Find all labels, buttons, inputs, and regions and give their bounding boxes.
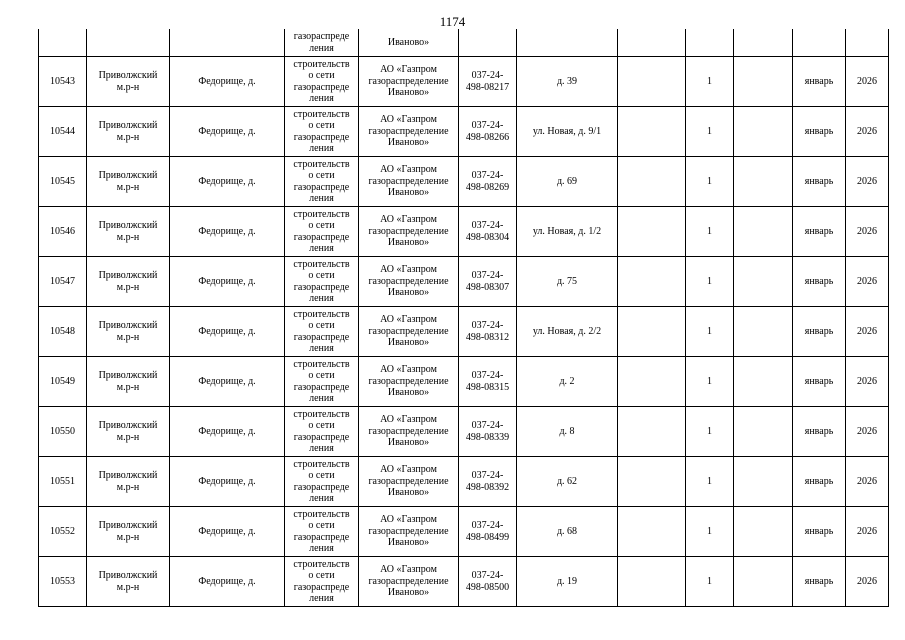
district-cell: Приволжский м.р-н — [87, 357, 170, 407]
row-id-cell: 10551 — [39, 457, 87, 507]
empty-cell — [618, 457, 686, 507]
district-cell: Приволжский м.р-н — [87, 107, 170, 157]
year-cell: 2026 — [846, 557, 889, 607]
empty-cell — [618, 507, 686, 557]
address-cell: д. 75 — [517, 257, 618, 307]
row-id-cell: 10550 — [39, 407, 87, 457]
year-cell: 2026 — [846, 407, 889, 457]
organization-cell: АО «Газпром газораспределение Иваново» — [359, 557, 459, 607]
year-cell: 2026 — [846, 507, 889, 557]
table-row — [39, 157, 889, 207]
address-cell: ул. Новая, д. 2/2 — [517, 307, 618, 357]
locality-cell: Федорище, д. — [170, 107, 285, 157]
empty-cell — [734, 357, 793, 407]
year-cell: 2026 — [846, 157, 889, 207]
table-row — [39, 307, 889, 357]
registry-table — [38, 29, 889, 607]
empty-cell — [734, 157, 793, 207]
quantity-cell: 1 — [686, 457, 734, 507]
address-cell: д. 19 — [517, 557, 618, 607]
table-row — [39, 207, 889, 257]
empty-cell — [618, 29, 686, 57]
code-cell: 037-24- 498-08499 — [459, 507, 517, 557]
district-cell: Приволжский м.р-н — [87, 207, 170, 257]
address-cell: д. 62 — [517, 457, 618, 507]
district-cell: Приволжский м.р-н — [87, 257, 170, 307]
row-id-cell: 10544 — [39, 107, 87, 157]
month-cell — [793, 29, 846, 57]
year-cell: 2026 — [846, 207, 889, 257]
locality-cell: Федорище, д. — [170, 157, 285, 207]
organization-cell: АО «Газпром газораспределение Иваново» — [359, 457, 459, 507]
address-cell: ул. Новая, д. 1/2 — [517, 207, 618, 257]
quantity-cell: 1 — [686, 157, 734, 207]
row-id-cell: 10546 — [39, 207, 87, 257]
code-cell: 037-24- 498-08307 — [459, 257, 517, 307]
month-cell: январь — [793, 407, 846, 457]
address-cell: д. 39 — [517, 57, 618, 107]
empty-cell — [618, 357, 686, 407]
method-cell: газораспреде ления — [285, 29, 359, 57]
empty-cell — [734, 57, 793, 107]
address-cell: д. 8 — [517, 407, 618, 457]
locality-cell: Федорище, д. — [170, 357, 285, 407]
organization-cell: АО «Газпром газораспределение Иваново» — [359, 157, 459, 207]
method-cell: строительств о сети газораспреде ления — [285, 307, 359, 357]
row-id-cell: 10547 — [39, 257, 87, 307]
empty-cell — [618, 157, 686, 207]
empty-cell — [618, 107, 686, 157]
quantity-cell: 1 — [686, 107, 734, 157]
year-cell: 2026 — [846, 257, 889, 307]
code-cell: 037-24- 498-08217 — [459, 57, 517, 107]
code-cell: 037-24- 498-08266 — [459, 107, 517, 157]
row-id-cell: 10553 — [39, 557, 87, 607]
year-cell: 2026 — [846, 57, 889, 107]
empty-cell — [618, 207, 686, 257]
table-body — [39, 29, 889, 607]
empty-cell — [734, 307, 793, 357]
method-cell: строительств о сети газораспреде ления — [285, 107, 359, 157]
table-row — [39, 357, 889, 407]
code-cell: 037-24- 498-08312 — [459, 307, 517, 357]
empty-cell — [618, 307, 686, 357]
table-row — [39, 107, 889, 157]
quantity-cell: 1 — [686, 207, 734, 257]
year-cell: 2026 — [846, 107, 889, 157]
quantity-cell: 1 — [686, 357, 734, 407]
organization-cell: АО «Газпром газораспределение Иваново» — [359, 257, 459, 307]
month-cell: январь — [793, 307, 846, 357]
organization-cell: АО «Газпром газораспределение Иваново» — [359, 207, 459, 257]
month-cell: январь — [793, 507, 846, 557]
locality-cell: Федорище, д. — [170, 457, 285, 507]
address-cell: ул. Новая, д. 9/1 — [517, 107, 618, 157]
organization-cell: АО «Газпром газораспределение Иваново» — [359, 57, 459, 107]
organization-cell: АО «Газпром газораспределение Иваново» — [359, 407, 459, 457]
month-cell: январь — [793, 557, 846, 607]
code-cell: 037-24- 498-08304 — [459, 207, 517, 257]
method-cell: строительств о сети газораспреде ления — [285, 57, 359, 107]
method-cell: строительств о сети газораспреде ления — [285, 457, 359, 507]
row-id-cell: 10552 — [39, 507, 87, 557]
district-cell: Приволжский м.р-н — [87, 407, 170, 457]
locality-cell: Федорище, д. — [170, 257, 285, 307]
table-row — [39, 507, 889, 557]
empty-cell — [734, 507, 793, 557]
table-row — [39, 557, 889, 607]
table-row — [39, 457, 889, 507]
empty-cell — [734, 407, 793, 457]
address-cell — [517, 29, 618, 57]
empty-cell — [734, 557, 793, 607]
organization-cell: Иваново» — [359, 29, 459, 57]
district-cell: Приволжский м.р-н — [87, 457, 170, 507]
code-cell: 037-24- 498-08392 — [459, 457, 517, 507]
row-id-cell: 10545 — [39, 157, 87, 207]
empty-cell — [734, 107, 793, 157]
address-cell: д. 69 — [517, 157, 618, 207]
code-cell — [459, 29, 517, 57]
organization-cell: АО «Газпром газораспределение Иваново» — [359, 507, 459, 557]
row-id-cell — [39, 29, 87, 57]
code-cell: 037-24- 498-08500 — [459, 557, 517, 607]
month-cell: январь — [793, 207, 846, 257]
locality-cell: Федорище, д. — [170, 507, 285, 557]
locality-cell: Федорище, д. — [170, 207, 285, 257]
empty-cell — [618, 557, 686, 607]
quantity-cell: 1 — [686, 307, 734, 357]
code-cell: 037-24- 498-08269 — [459, 157, 517, 207]
empty-cell — [618, 257, 686, 307]
empty-cell — [734, 207, 793, 257]
locality-cell — [170, 29, 285, 57]
year-cell: 2026 — [846, 307, 889, 357]
row-id-cell: 10543 — [39, 57, 87, 107]
district-cell: Приволжский м.р-н — [87, 157, 170, 207]
quantity-cell — [686, 29, 734, 57]
code-cell: 037-24- 498-08339 — [459, 407, 517, 457]
month-cell: январь — [793, 457, 846, 507]
empty-cell — [618, 407, 686, 457]
row-id-cell: 10548 — [39, 307, 87, 357]
empty-cell — [618, 57, 686, 107]
locality-cell: Федорище, д. — [170, 557, 285, 607]
year-cell: 2026 — [846, 357, 889, 407]
month-cell: январь — [793, 257, 846, 307]
page-number: 1174 — [439, 14, 466, 29]
district-cell: Приволжский м.р-н — [87, 57, 170, 107]
locality-cell: Федорище, д. — [170, 57, 285, 107]
row-id-cell: 10549 — [39, 357, 87, 407]
year-cell — [846, 29, 889, 57]
quantity-cell: 1 — [686, 557, 734, 607]
method-cell: строительств о сети газораспреде ления — [285, 557, 359, 607]
locality-cell: Федорище, д. — [170, 407, 285, 457]
address-cell: д. 68 — [517, 507, 618, 557]
district-cell: Приволжский м.р-н — [87, 507, 170, 557]
quantity-cell: 1 — [686, 507, 734, 557]
table-row — [39, 407, 889, 457]
district-cell: Приволжский м.р-н — [87, 557, 170, 607]
organization-cell: АО «Газпром газораспределение Иваново» — [359, 107, 459, 157]
table-row — [39, 257, 889, 307]
table-row — [39, 57, 889, 107]
organization-cell: АО «Газпром газораспределение Иваново» — [359, 307, 459, 357]
table-row-continuation — [39, 29, 889, 57]
method-cell: строительств о сети газораспреде ления — [285, 357, 359, 407]
empty-cell — [734, 457, 793, 507]
organization-cell: АО «Газпром газораспределение Иваново» — [359, 357, 459, 407]
district-cell — [87, 29, 170, 57]
empty-cell — [734, 29, 793, 57]
method-cell: строительств о сети газораспреде ления — [285, 407, 359, 457]
month-cell: январь — [793, 357, 846, 407]
district-cell: Приволжский м.р-н — [87, 307, 170, 357]
month-cell: январь — [793, 107, 846, 157]
method-cell: строительств о сети газораспреде ления — [285, 157, 359, 207]
method-cell: строительств о сети газораспреде ления — [285, 507, 359, 557]
quantity-cell: 1 — [686, 407, 734, 457]
method-cell: строительств о сети газораспреде ления — [285, 257, 359, 307]
address-cell: д. 2 — [517, 357, 618, 407]
method-cell: строительств о сети газораспреде ления — [285, 207, 359, 257]
quantity-cell: 1 — [686, 57, 734, 107]
locality-cell: Федорище, д. — [170, 307, 285, 357]
month-cell: январь — [793, 157, 846, 207]
year-cell: 2026 — [846, 457, 889, 507]
month-cell: январь — [793, 57, 846, 107]
code-cell: 037-24- 498-08315 — [459, 357, 517, 407]
empty-cell — [734, 257, 793, 307]
quantity-cell: 1 — [686, 257, 734, 307]
